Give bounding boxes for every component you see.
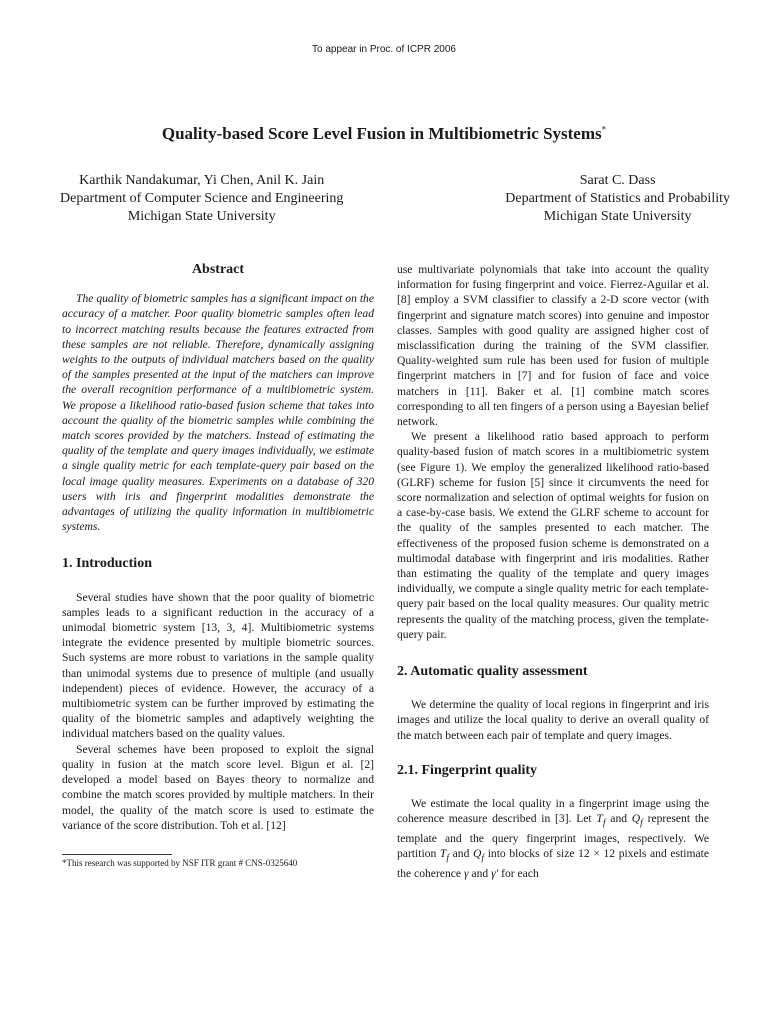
author-univ-1: Michigan State University xyxy=(127,209,276,224)
intro-paragraph-continued: use multivariate polynomials that take into account the quality information for fusing fingerprint and voice. Fierrez-Aguilar et al. [8] employ a SVM classifier to classify a 2-D score vector (with fingerprint and signature match scores) into genuine and impostor classes. Samples with good quality are assigned higher cost of misclassification during the training of the SVM classifier. Quality-weighted sum rule has been used for fusion of multiple fingerprint matchers in [7] and for fusion of face and voice matchers in [11]. Baker et al. [1] combine match scores corresponding to all ten fingers of a person using a Bayesian belief network. xyxy=(397,263,709,429)
symbol-gamma: γ xyxy=(463,866,469,880)
author-group-2 xyxy=(505,172,730,226)
header-note: To appear in Proc. of ICPR 2006 xyxy=(312,44,456,55)
footnote-rule xyxy=(62,854,172,855)
symbol-qf: $Q_f$ xyxy=(631,812,643,829)
symbol-tf: $T_f$ xyxy=(596,812,606,829)
symbol-qf-2: $Q_f$ xyxy=(473,847,485,864)
section-2-1-paragraph xyxy=(397,796,709,881)
s21-text-and: and xyxy=(449,847,474,861)
s21-text-e: for each xyxy=(498,866,539,880)
s21-text-a: We estimate the local quality in a fingerprint image using the coherence measure described in [3]. Let xyxy=(397,797,709,826)
section-2-heading: 2. Automatic quality assessment xyxy=(397,664,588,680)
author-block xyxy=(60,172,730,226)
title-text: Quality-based Score Level Fusion in Multibiometric Systems xyxy=(161,124,602,143)
author-dept-1: Department of Computer Science and Engineering xyxy=(60,191,344,206)
title-footnote-marker: * xyxy=(601,124,607,135)
abstract-text: The quality of biometric samples has a significant impact on the accuracy of a matcher. Poor quality biometric samples often lead to incorrect matching results because the features extracted from these samples are not reliable. Therefore, dynamically assigning weights to the outputs of individual matchers based on the quality of the samples presented at the input of the matchers can improve the overall recognition performance of a multibiometric system. We propose a likelihood ratio-based fusion scheme that takes into account the quality of the biometric samples while combining the match scores provided by the matchers. Instead of estimating the quality of the template and query images individually, we estimate a single quality metric for each template-query pair based on the local image quality measures. Experiments on a database of 320 users with iris and fingerprint modalities demonstrate the advantages of utilizing the quality information in multibiometric systems. xyxy=(62,292,374,534)
paper-title xyxy=(0,124,768,144)
footnote: *This research was supported by NSF ITR grant # CNS-0325640 xyxy=(62,858,298,868)
intro-paragraph-1: Several studies have shown that the poor quality of biometric samples leads to a significant reduction in the accuracy of a unimodal biometric system [13, 3, 4]. Multibiometric systems integrate the evidence presented by multiple biometric sources. Such systems are more robust to variations in the sample quality than unimodal systems due to presence of multiple (and usually independent) pieces of evidence. However, the accuracy of a multibiometric system can be further improved by estimating the quality of the biometric samples and adaptively weighting the individual matchers based on the quality values. xyxy=(62,590,374,741)
intro-heading: 1. Introduction xyxy=(62,556,152,572)
author-dept-2: Department of Statistics and Probability xyxy=(505,191,730,206)
author-group-1 xyxy=(60,172,343,226)
symbol-tf-2: $T_f$ xyxy=(439,847,450,864)
symbol-gamma-prime: γ′ xyxy=(491,866,499,880)
left-column xyxy=(62,262,374,833)
s21-text-b: and xyxy=(605,812,632,826)
author-names-1: Karthik Nandakumar, Yi Chen, Anil K. Jain xyxy=(79,173,325,188)
section-2-1-heading: 2.1. Fingerprint quality xyxy=(397,762,538,778)
s21-text-d: into blocks of size 12 × 12 pixels and estimate the coherence xyxy=(397,847,709,880)
s21-text-and-2: and xyxy=(468,866,492,880)
abstract-heading: Abstract xyxy=(191,262,245,277)
s21-text-c: represent the template and the query fingerprint images, respectively. We partition xyxy=(397,812,709,861)
section-2-paragraph: We determine the quality of local regions in fingerprint and iris images and utilize the local quality to derive an overall quality of the match between each pair of template and query images. xyxy=(397,698,709,742)
intro-paragraph-2: Several schemes have been proposed to exploit the signal quality in fusion at the match score level. Bigun et al. [2] developed a model based on Bayes theory to normalize and combine the match scores provided by multiple matchers. In their model, the quality of the match score is used to estimate the variance of the score distribution. Toh et al. [12] xyxy=(62,742,374,832)
right-column xyxy=(397,262,709,881)
author-univ-2: Michigan State University xyxy=(543,209,692,224)
intro-paragraph-present: We present a likelihood ratio based approach to perform quality-based fusion of match scores in a multibiometric system (see Figure 1). We employ the generalized likelihood ratio-based (GLRF) scheme for fusion [5] since it circumvents the need for score normalization and selection of optimal weights for fusion on a case-by-case basis. We extend the GLRF scheme to account for the quality of the samples presented to each matcher. The effectiveness of the proposed fusion scheme is demonstrated on a multimodal database with fingerprint and iris modalities. Rather than estimating the quality of the template and query images individually, we compute a single quality metric for each template-query pair based on the local quality measures. Our quality metric represents the quality of the matching process, given the template-query pair. xyxy=(397,430,709,641)
author-names-2: Sarat C. Dass xyxy=(579,173,656,188)
